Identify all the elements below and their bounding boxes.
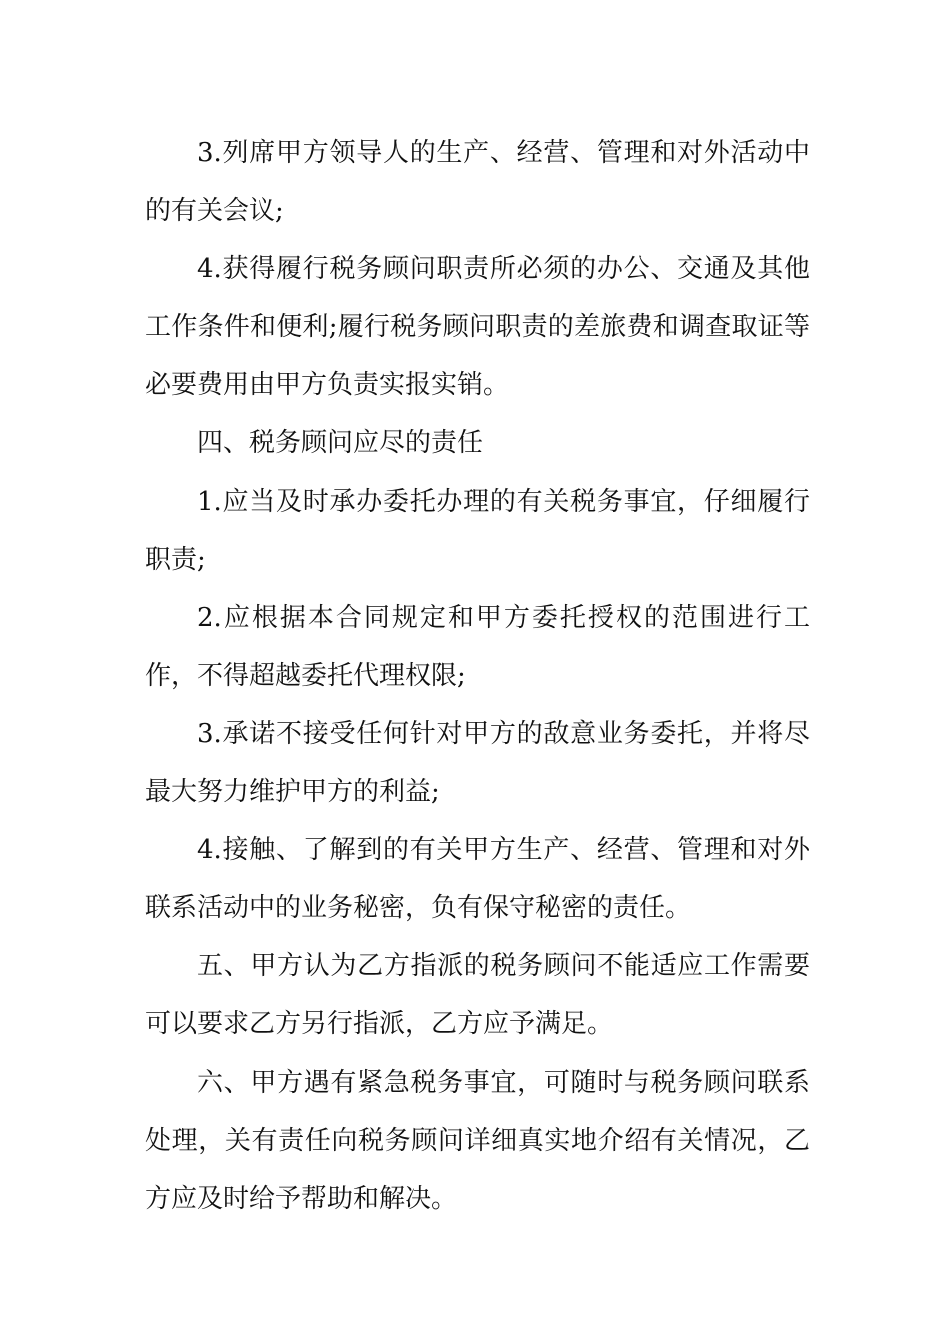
paragraph-item-3-attend-meetings: 3.列席甲方领导人的生产、经营、管理和对外活动中的有关会议; xyxy=(145,138,810,227)
paragraph-item-2-scope-of-work: 2.应根据本合同规定和甲方委托授权的范围进行工作，不得超越委托代理权限; xyxy=(145,602,810,691)
paragraph-item-4-work-conditions: 4.获得履行税务顾问职责所必须的办公、交通及其他工作条件和便利;履行税务顾问职责的差旅费和调查取证等必要费用由甲方负责实报实销。 xyxy=(145,254,810,401)
section-six-urgent-matters: 六、甲方遇有紧急税务事宜，可随时与税务顾问联系处理，关有责任向税务顾问详细真实地介绍有关情况，乙方应及时给予帮助和解决。 xyxy=(145,1067,810,1214)
document-body xyxy=(145,124,810,1228)
section-five-reassignment: 五、甲方认为乙方指派的税务顾问不能适应工作需要可以要求乙方另行指派，乙方应予满足。 xyxy=(145,951,810,1040)
section-heading-responsibilities: 四、税务顾问应尽的责任 xyxy=(197,428,484,459)
paragraph-item-1-handle-matters: 1.应当及时承办委托办理的有关税务事宜，仔细履行职责; xyxy=(145,486,810,575)
paragraph-item-3-no-hostile-engagement: 3.承诺不接受任何针对甲方的敌意业务委托，并将尽最大努力维护甲方的利益; xyxy=(145,718,810,808)
paragraph-item-4-confidentiality: 4.接触、了解到的有关甲方生产、经营、管理和对外联系活动中的业务秘密，负有保守秘密的责任。 xyxy=(145,835,810,924)
